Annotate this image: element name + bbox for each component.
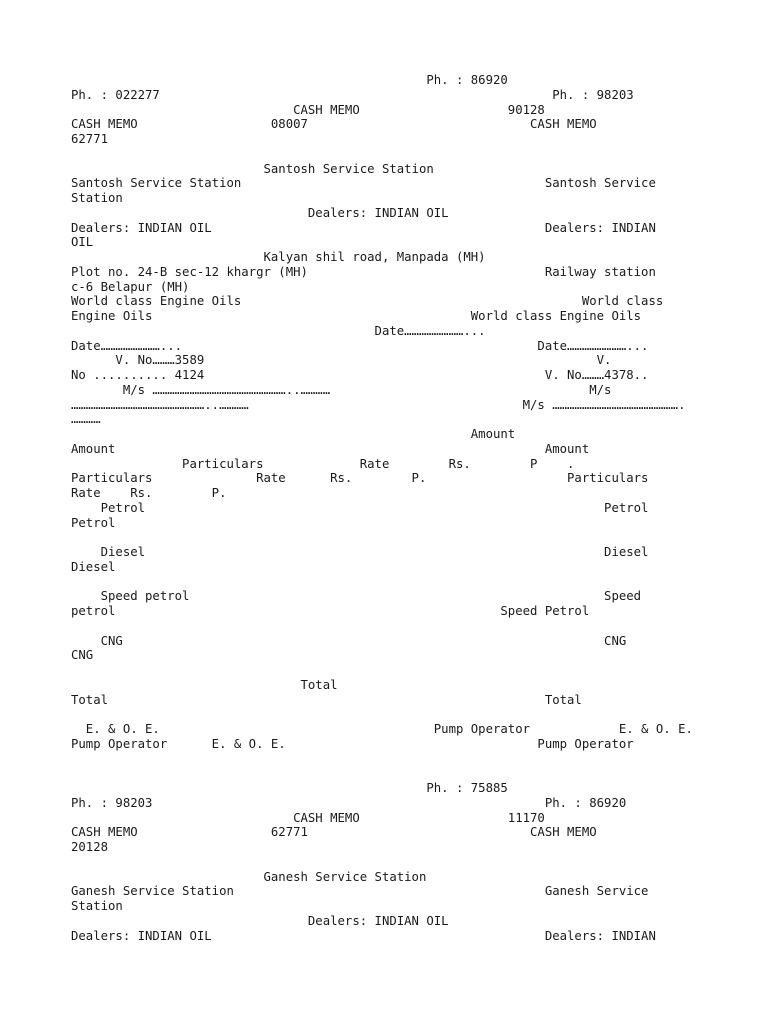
document-line: Santosh Service Station <box>71 161 434 176</box>
document-line: Ph. : 022277 Ph. : 98203 <box>71 87 634 102</box>
document-line: Diesel <box>71 559 116 574</box>
document-line: Amount Amount <box>71 441 590 456</box>
document-line: E. & O. E. Pump Operator E. & O. E. <box>71 722 693 736</box>
document-line: ………… <box>71 412 101 427</box>
document-line: Ganesh Service Station <box>71 869 427 884</box>
document-line: Petrol Petrol <box>71 500 649 515</box>
document-line: Amount <box>71 427 516 441</box>
document-line: V. No………3589 V. <box>71 353 612 368</box>
document-line: No .......... 4124 V. No………4378.. <box>71 368 649 382</box>
document-line <box>71 619 711 634</box>
cash-memo-document <box>71 73 711 943</box>
document-line: 20128 <box>71 840 109 854</box>
document-line: c-6 Belapur (MH) <box>71 279 190 294</box>
document-line: Santosh Service Station Santosh Service <box>71 176 656 191</box>
document-line: Pump Operator E. & O. E. Pump Operator <box>71 736 634 751</box>
document-line: Date……………………... <box>71 323 486 338</box>
document-line: OIL <box>71 235 94 250</box>
document-line: Dealers: INDIAN OIL <box>71 205 449 220</box>
document-line: Plot no. 24-B sec-12 khargr (MH) Railway station <box>71 264 656 279</box>
document-line <box>71 855 711 870</box>
document-line: CASH MEMO 90128 <box>71 102 545 117</box>
document-line: Dealers: INDIAN OIL <box>71 913 449 928</box>
document-line: Particulars Rate Rs. P. Particulars <box>71 471 649 486</box>
document-line <box>71 575 711 590</box>
document-line: Rate Rs. P. <box>71 486 227 500</box>
document-line: Particulars Rate Rs. P . <box>71 456 575 471</box>
document-line <box>71 530 711 545</box>
document-line: Speed petrol Speed <box>71 589 642 604</box>
document-line: Station <box>71 899 123 913</box>
document-line: Ph. : 98203 Ph. : 86920 <box>71 795 627 810</box>
document-line: Dealers: INDIAN OIL Dealers: INDIAN <box>71 220 656 235</box>
document-line: Dealers: INDIAN OIL Dealers: INDIAN <box>71 928 656 943</box>
document-line: World class Engine Oils World class <box>71 294 664 309</box>
document-line <box>71 766 711 781</box>
document-line: Diesel Diesel <box>71 545 649 559</box>
document-line: CNG <box>71 648 94 663</box>
document-line <box>71 752 711 767</box>
document-line: Ph. : 86920 <box>71 73 508 87</box>
document-line: CNG CNG <box>71 633 627 648</box>
document-line: CASH MEMO 08007 CASH MEMO <box>71 117 597 132</box>
document-line: CASH MEMO 62771 CASH MEMO <box>71 825 597 840</box>
document-line <box>71 147 711 162</box>
document-line: Ph. : 75885 <box>71 781 508 795</box>
document-line: Total Total <box>71 692 582 707</box>
document-line: Kalyan shil road, Manpada (MH) <box>71 250 486 264</box>
document-line: Total <box>71 677 338 692</box>
document-line: Petrol <box>71 515 116 530</box>
document-line <box>71 707 711 722</box>
document-line: Ganesh Service Station Ganesh Service <box>71 884 649 899</box>
document-line <box>71 663 711 678</box>
document-line: Engine Oils World class Engine Oils <box>71 309 642 323</box>
document-line: ………………………………………………..………… M/s ……………………………………………. <box>71 397 686 412</box>
document-line: CASH MEMO 11170 <box>71 810 545 825</box>
document-line: M/s ………………………………………………..………… M/s <box>71 382 612 397</box>
document-line: Date……………………... Date……………………... <box>71 338 649 353</box>
document-line: 62771 <box>71 132 109 146</box>
document-line: Station <box>71 191 123 205</box>
document-line: petrol Speed Petrol <box>71 604 590 618</box>
